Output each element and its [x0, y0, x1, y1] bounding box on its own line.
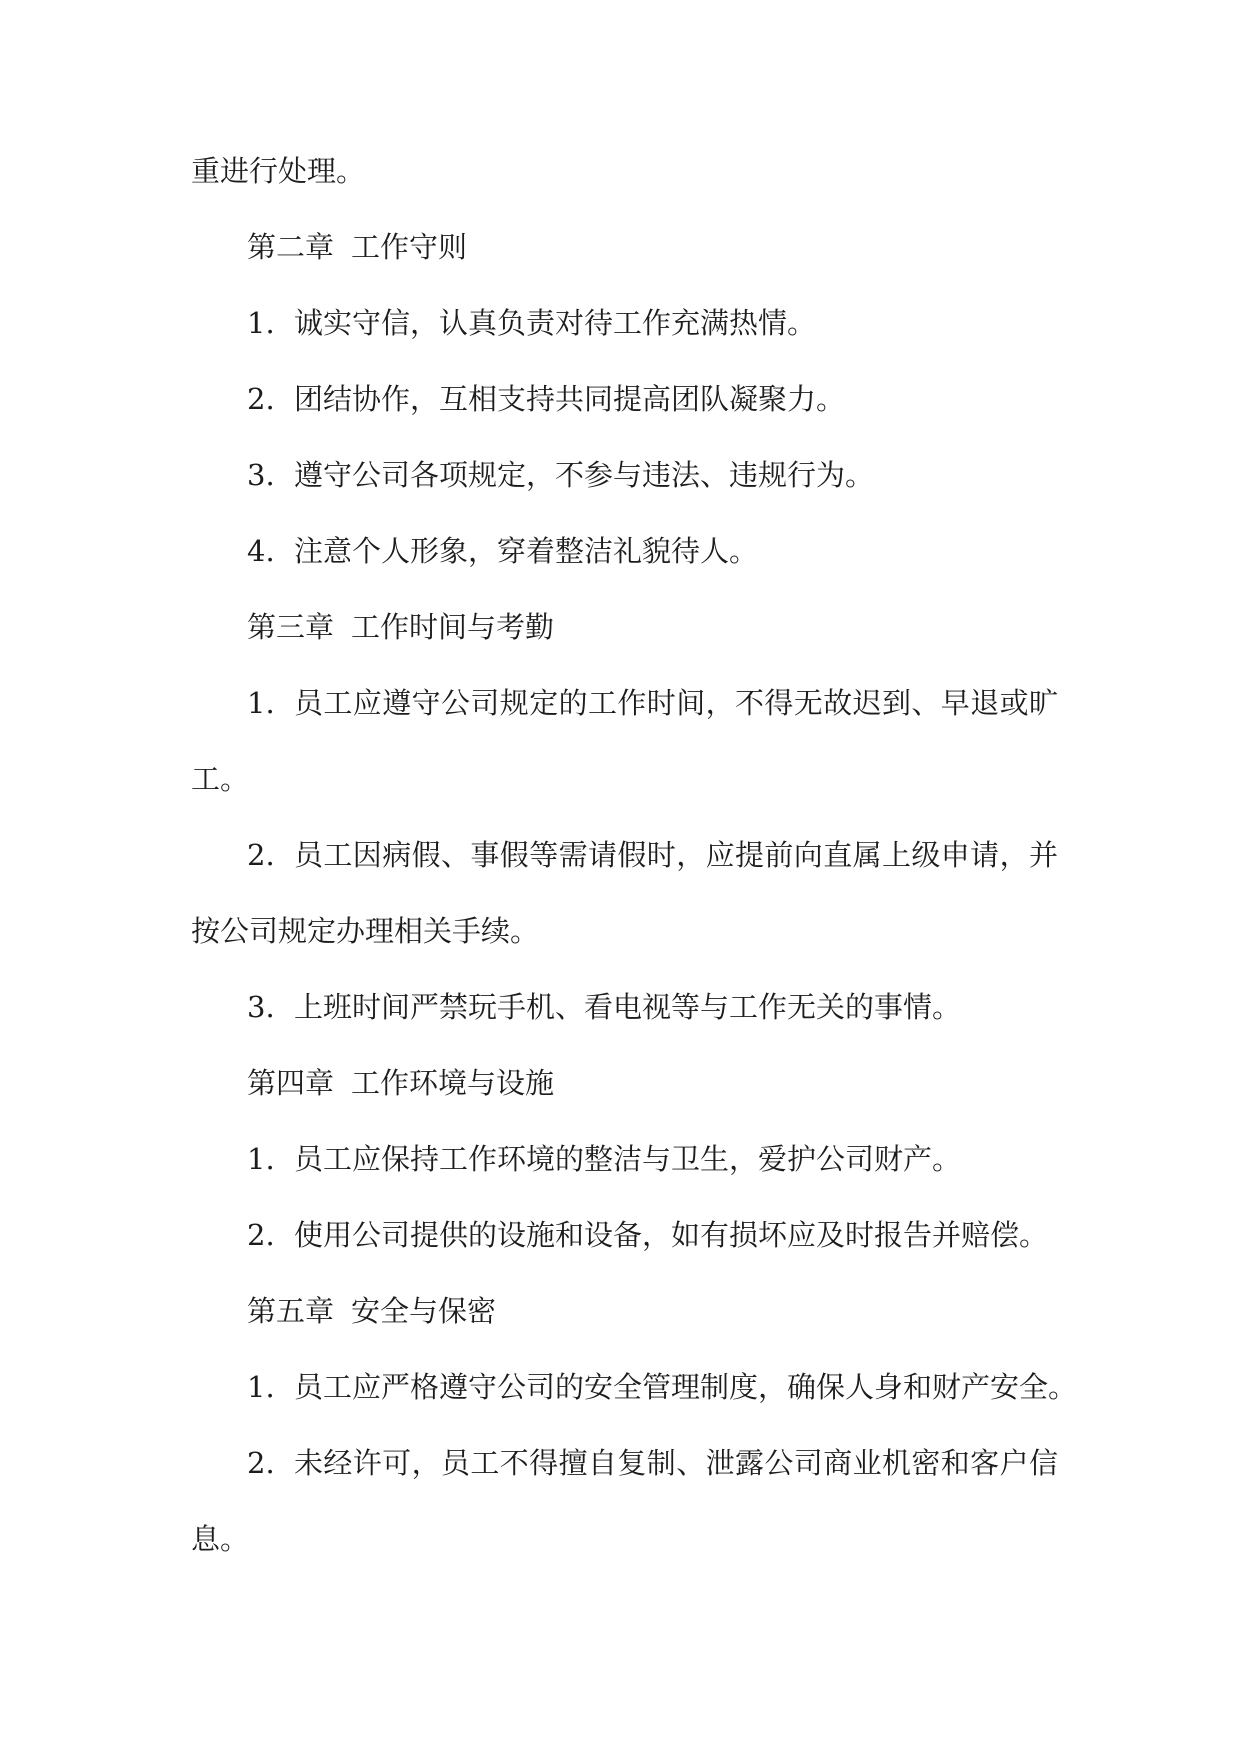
- item-continuation: [0, 893, 1241, 969]
- item-continuation: [0, 741, 1241, 817]
- chapter-number: 第三章: [247, 610, 335, 644]
- list-item: [0, 513, 1241, 589]
- item-number: 2.: [247, 382, 275, 416]
- item-text: 员工因病假、事假等需请假时，应提前向直属上级申请，并: [294, 838, 1058, 872]
- paragraph-continuation: [0, 133, 1241, 209]
- list-item: [0, 437, 1241, 513]
- item-number: 1.: [247, 1370, 275, 1404]
- item-number: 2.: [247, 838, 275, 872]
- item-text: 员工应严格遵守公司的安全管理制度，确保人身和财产安全。: [294, 1370, 1078, 1404]
- continuation-text: 重进行处理。: [191, 154, 366, 188]
- item-number: 1.: [247, 306, 275, 340]
- item-text: 团结协作，互相支持共同提高团队凝聚力。: [294, 382, 846, 416]
- list-item: [0, 969, 1241, 1045]
- item-text: 上班时间严禁玩手机、看电视等与工作无关的事情。: [294, 990, 962, 1024]
- item-text: 遵守公司各项规定，不参与违法、违规行为。: [294, 458, 875, 492]
- list-item: [0, 665, 1241, 741]
- chapter-heading: [0, 209, 1241, 285]
- item-number: 4.: [247, 534, 275, 568]
- item-text: 未经许可，员工不得擅自复制、泄露公司商业机密和客户信: [294, 1446, 1058, 1480]
- item-continuation: [0, 1501, 1241, 1577]
- item-number: 2.: [247, 1446, 275, 1480]
- list-item: [0, 1197, 1241, 1273]
- item-number: 2.: [247, 1218, 275, 1252]
- item-text: 诚实守信，认真负责对待工作充满热情。: [294, 306, 817, 340]
- item-continuation-text: 按公司规定办理相关手续。: [191, 914, 540, 948]
- list-item: [0, 361, 1241, 437]
- list-item: [0, 1349, 1241, 1425]
- item-continuation-text: 工。: [191, 762, 250, 796]
- chapter-number: 第四章: [247, 1066, 335, 1100]
- item-number: 1.: [247, 686, 275, 720]
- chapter-title: 安全与保密: [351, 1294, 497, 1328]
- item-text: 员工应保持工作环境的整洁与卫生，爱护公司财产。: [294, 1142, 962, 1176]
- item-number: 1.: [247, 1142, 275, 1176]
- item-text: 使用公司提供的设施和设备，如有损坏应及时报告并赔偿。: [294, 1218, 1049, 1252]
- list-item: [0, 1425, 1241, 1501]
- item-text: 员工应遵守公司规定的工作时间，不得无故迟到、早退或旷: [294, 686, 1058, 720]
- chapter-heading: [0, 1273, 1241, 1349]
- item-number: 3.: [247, 990, 275, 1024]
- item-continuation-text: 息。: [191, 1522, 250, 1556]
- list-item: [0, 817, 1241, 893]
- item-text: 注意个人形象，穿着整洁礼貌待人。: [294, 534, 759, 568]
- chapter-number: 第五章: [247, 1294, 335, 1328]
- document-body: [0, 133, 1241, 1577]
- chapter-title: 工作环境与设施: [351, 1066, 555, 1100]
- chapter-heading: [0, 589, 1241, 665]
- item-number: 3.: [247, 458, 275, 492]
- list-item: [0, 1121, 1241, 1197]
- chapter-title: 工作时间与考勤: [351, 610, 555, 644]
- list-item: [0, 285, 1241, 361]
- chapter-title: 工作守则: [351, 230, 468, 264]
- chapter-heading: [0, 1045, 1241, 1121]
- chapter-number: 第二章: [247, 230, 335, 264]
